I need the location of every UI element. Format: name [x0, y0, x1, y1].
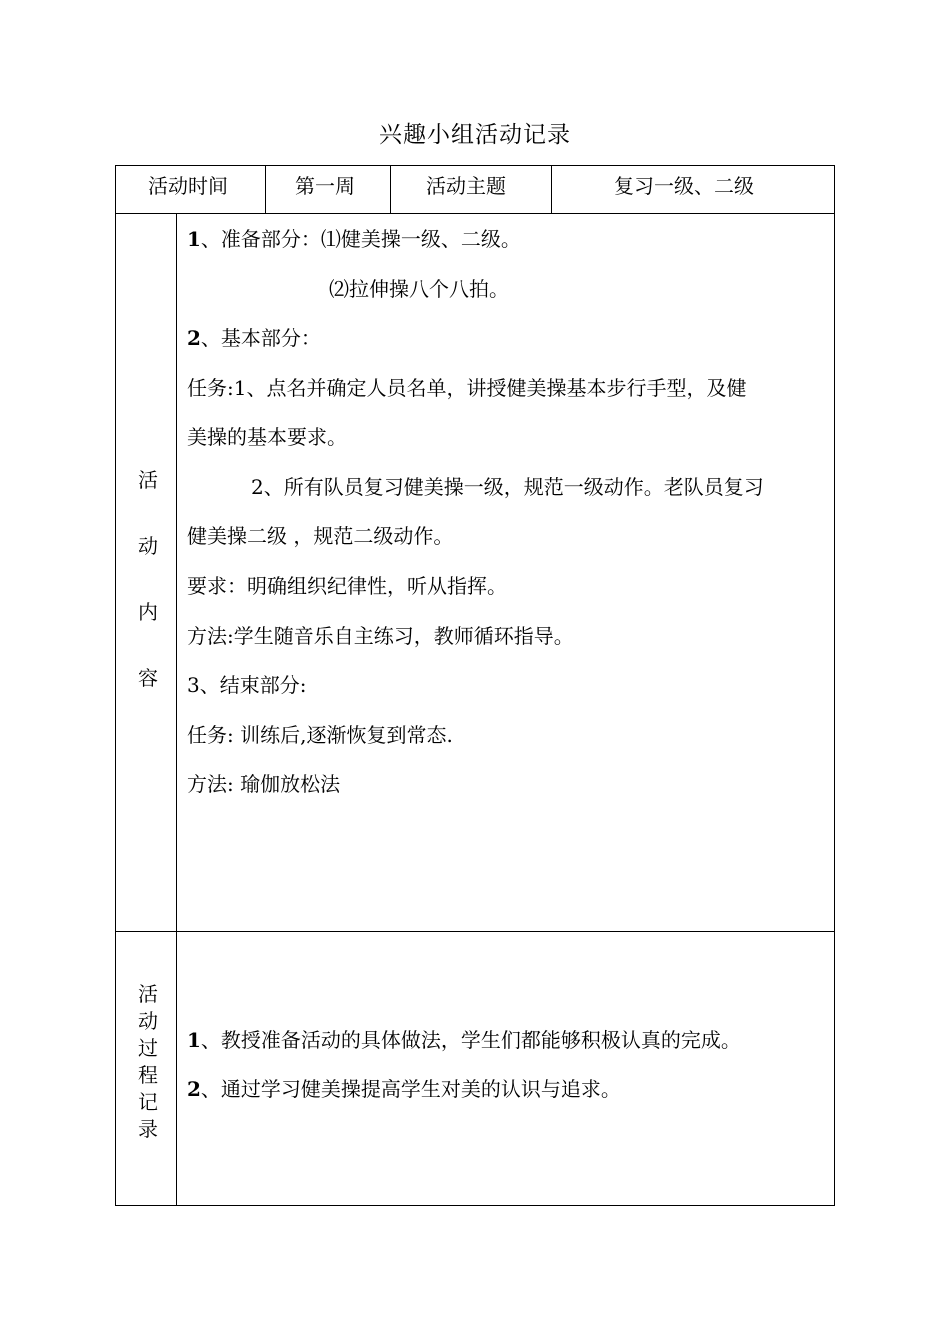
label-char: 动: [138, 1009, 158, 1033]
label-char: 动: [138, 534, 158, 558]
label-char: 容: [138, 666, 158, 690]
label-char: 程: [138, 1063, 158, 1087]
activity-time-label: 活动时间: [148, 174, 228, 198]
content-line: 3、结束部分:: [187, 673, 307, 697]
process-line: 2、通过学习健美操提高学生对美的认识与追求。: [187, 1077, 621, 1101]
content-line: 美操的基本要求。: [187, 425, 347, 449]
label-char: 录: [138, 1117, 158, 1141]
table-border-right: [834, 165, 835, 1206]
table-border-bottom: [115, 1205, 835, 1206]
content-line: 2、基本部分：: [187, 326, 321, 350]
activity-time-value: 第一周: [295, 174, 355, 198]
label-char: 记: [138, 1090, 158, 1114]
label-char: 过: [138, 1036, 158, 1060]
content-line: 2、所有队员复习健美操一级，规范一级动作。老队员复习: [251, 475, 764, 499]
table-border-top: [115, 165, 835, 166]
label-char: 活: [138, 982, 158, 1006]
content-line: 方法:学生随音乐自主练习，教师循环指导。: [187, 624, 574, 648]
activity-theme-value: 复习一级、二级: [614, 174, 754, 198]
activity-process-label: [136, 982, 160, 1141]
content-line: 任务:1、点名并确定人员名单，讲授健美操基本步行手型，及健: [187, 376, 747, 400]
content-line: 任务: 训练后,逐渐恢复到常态.: [187, 723, 453, 747]
header-col-divider-2: [390, 165, 391, 214]
label-char: 内: [138, 600, 158, 624]
table-border-left: [115, 165, 116, 1206]
content-line: ⑵拉伸操八个八拍。: [329, 277, 509, 301]
header-row-divider: [115, 213, 835, 214]
content-line: 方法: 瑜伽放松法: [187, 772, 341, 796]
content-line: 健美操二级 ，规范二级动作。: [187, 524, 454, 548]
header-col-divider-1: [265, 165, 266, 214]
activity-theme-label: 活动主题: [426, 174, 506, 198]
content-line: 1、准备部分：⑴健美操一级、二级。: [187, 227, 521, 251]
label-char: 活: [138, 468, 158, 492]
activity-content-label: [136, 468, 160, 690]
process-line: 1、教授准备活动的具体做法，学生们都能够积极认真的完成。: [187, 1028, 741, 1052]
content-line: 要求：明确组织纪律性，听从指挥。: [187, 574, 507, 598]
document-title: 兴趣小组活动记录: [379, 122, 571, 148]
section-divider: [115, 931, 835, 932]
header-col-divider-3: [551, 165, 552, 214]
label-col-divider: [176, 213, 177, 1206]
